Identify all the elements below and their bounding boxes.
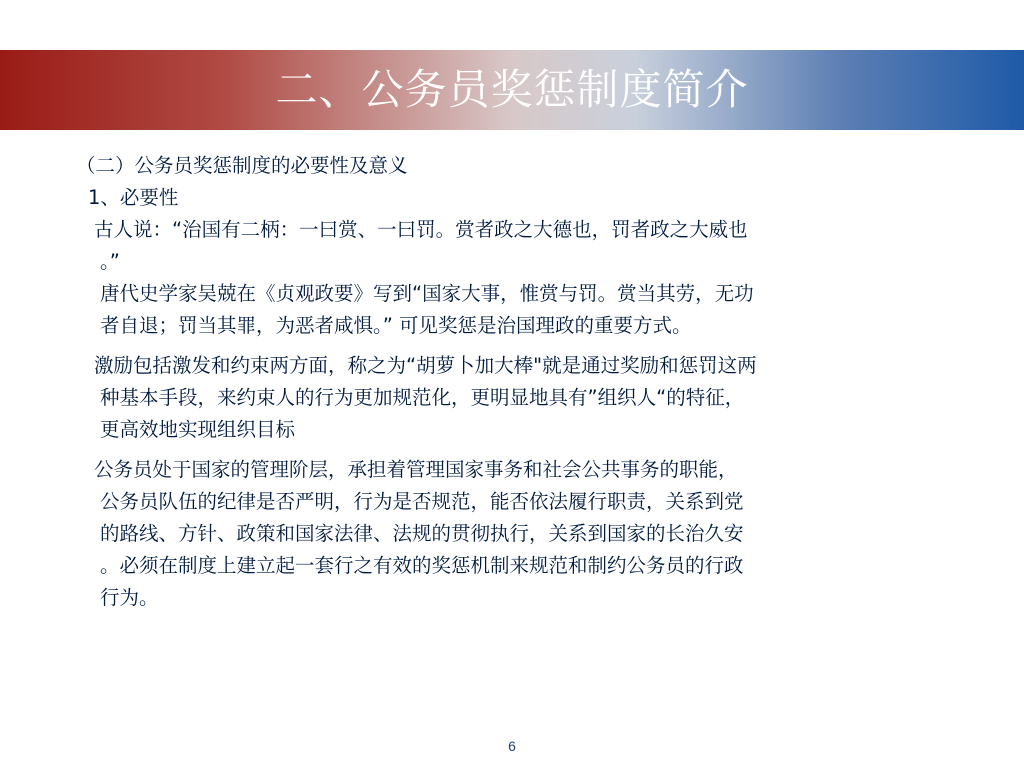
paragraph-line: 唐代史学家吴兢在《贞观政要》写到“国家大事，惟赏与罚。赏当其劳，无功	[100, 282, 754, 305]
paragraph-incentive	[72, 350, 972, 446]
paragraph-line: 更高效地实现组织目标	[100, 418, 296, 441]
paragraph-line: 的路线、方针、政策和国家法律、法规的贯彻执行，关系到国家的长治久安	[100, 522, 744, 545]
paragraph-line: 公务员处于国家的管理阶层，承担着管理国家事务和社会公共事务的职能，	[94, 458, 738, 481]
paragraph-civil-servant	[72, 454, 972, 614]
paragraph-ancient-saying	[72, 214, 972, 278]
slide-content	[72, 150, 972, 614]
slide-title: 二、公务员奖惩制度简介	[275, 65, 749, 114]
paragraph-line: 种基本手段，来约束人的行为更加规范化，更明显地具有”组织人“的特征，	[100, 386, 745, 409]
paragraph-line: 。”	[100, 250, 120, 273]
section-heading: （二）公务员奖惩制度的必要性及意义	[76, 154, 408, 177]
page-number: 6	[508, 738, 516, 754]
paragraph-line: 古人说：“治国有二柄：一曰赏、一曰罚。赏者政之大德也，罚者政之大威也	[94, 218, 748, 241]
paragraph-line: 者自退；罚当其罪，为恶者咸惧。” 可见奖惩是治国理政的重要方式。	[100, 314, 692, 337]
paragraph-line: 激励包括激发和约束两方面，称之为“胡萝卜加大棒"就是通过奖励和惩罚这两	[94, 354, 757, 377]
paragraph-zhenguan	[72, 278, 972, 342]
paragraph-line: 行为。	[100, 586, 159, 609]
subheading: 1、必要性	[88, 186, 179, 209]
paragraph-line: 公务员队伍的纪律是否严明，行为是否规范，能否依法履行职责，关系到党	[100, 490, 744, 513]
paragraph-line: 。必须在制度上建立起一套行之有效的奖惩机制来规范和制约公务员的行政	[100, 554, 744, 577]
title-bar	[0, 50, 1024, 130]
